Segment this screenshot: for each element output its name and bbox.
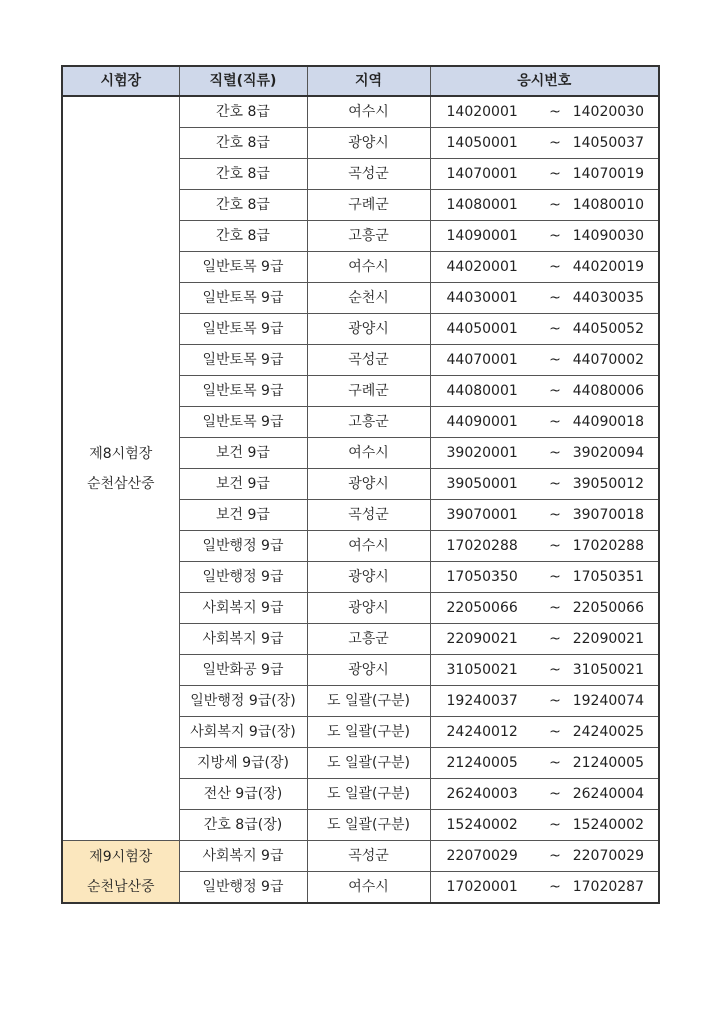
number-range	[431, 717, 659, 747]
number-range-cell	[430, 469, 659, 500]
exam-site-number: 제8시험장	[89, 445, 153, 462]
number-range-cell	[430, 128, 659, 159]
job-cell: 일반행정 9급(장)	[179, 686, 307, 717]
range-tilde: ~	[549, 507, 561, 523]
region-cell: 여수시	[307, 96, 430, 128]
number-range	[431, 841, 659, 871]
number-range-cell	[430, 655, 659, 686]
number-to: 44050052	[572, 321, 644, 337]
exam-site-cell	[62, 96, 179, 841]
range-tilde: ~	[549, 135, 561, 151]
range-tilde: ~	[549, 414, 561, 430]
job-cell: 일반행정 9급	[179, 531, 307, 562]
number-range-cell	[430, 96, 659, 128]
number-range	[431, 469, 659, 499]
region-cell: 여수시	[307, 252, 430, 283]
job-cell: 간호 8급	[179, 128, 307, 159]
number-from: 44050001	[446, 321, 518, 337]
exam-site-school: 순천남산중	[86, 878, 155, 895]
job-cell: 일반토목 9급	[179, 314, 307, 345]
job-cell: 일반행정 9급	[179, 872, 307, 904]
number-from: 22070029	[446, 848, 518, 864]
number-to: 44030035	[572, 290, 644, 306]
number-from: 14070001	[446, 166, 518, 182]
range-tilde: ~	[549, 569, 561, 585]
number-to: 14020030	[572, 104, 644, 120]
range-tilde: ~	[549, 600, 561, 616]
header-site: 시험장	[62, 66, 179, 96]
region-cell: 고흥군	[307, 407, 430, 438]
region-cell: 곡성군	[307, 500, 430, 531]
job-cell: 지방세 9급(장)	[179, 748, 307, 779]
job-cell: 간호 8급(장)	[179, 810, 307, 841]
number-to: 14080010	[572, 197, 644, 213]
number-from: 19240037	[446, 693, 518, 709]
number-range-cell	[430, 748, 659, 779]
number-to: 24240025	[572, 724, 644, 740]
number-range	[431, 97, 659, 127]
range-tilde: ~	[549, 662, 561, 678]
job-cell: 보건 9급	[179, 500, 307, 531]
number-range	[431, 283, 659, 313]
number-from: 44070001	[446, 352, 518, 368]
number-from: 22050066	[446, 600, 518, 616]
number-to: 44090018	[572, 414, 644, 430]
range-tilde: ~	[549, 786, 561, 802]
number-range-cell	[430, 500, 659, 531]
number-from: 44020001	[446, 259, 518, 275]
region-cell: 도 일괄(구분)	[307, 779, 430, 810]
number-to: 22050066	[572, 600, 644, 616]
number-range-cell	[430, 376, 659, 407]
job-cell: 전산 9급(장)	[179, 779, 307, 810]
number-from: 17020288	[446, 538, 518, 554]
number-from: 22090021	[446, 631, 518, 647]
number-from: 15240002	[446, 817, 518, 833]
number-range	[431, 221, 659, 251]
range-tilde: ~	[549, 817, 561, 833]
number-to: 14090030	[572, 228, 644, 244]
job-cell: 간호 8급	[179, 159, 307, 190]
number-range	[431, 593, 659, 623]
region-cell: 곡성군	[307, 841, 430, 872]
job-cell: 간호 8급	[179, 190, 307, 221]
number-to: 22070029	[572, 848, 644, 864]
number-to: 39070018	[572, 507, 644, 523]
range-tilde: ~	[549, 352, 561, 368]
number-to: 39020094	[572, 445, 644, 461]
number-range-cell	[430, 221, 659, 252]
number-to: 21240005	[572, 755, 644, 771]
range-tilde: ~	[549, 693, 561, 709]
range-tilde: ~	[549, 259, 561, 275]
number-range-cell	[430, 779, 659, 810]
number-range-cell	[430, 314, 659, 345]
range-tilde: ~	[549, 197, 561, 213]
number-range	[431, 190, 659, 220]
number-range-cell	[430, 252, 659, 283]
region-cell: 광양시	[307, 593, 430, 624]
number-range	[431, 159, 659, 189]
region-cell: 곡성군	[307, 345, 430, 376]
table-header-row	[62, 66, 659, 96]
number-from: 39050001	[446, 476, 518, 492]
range-tilde: ~	[549, 321, 561, 337]
number-to: 44020019	[572, 259, 644, 275]
table-row	[62, 96, 659, 128]
number-to: 44080006	[572, 383, 644, 399]
number-from: 24240012	[446, 724, 518, 740]
region-cell: 고흥군	[307, 221, 430, 252]
number-range-cell	[430, 686, 659, 717]
job-cell: 사회복지 9급	[179, 624, 307, 655]
number-range-cell	[430, 841, 659, 872]
number-to: 15240002	[572, 817, 644, 833]
number-range	[431, 376, 659, 406]
number-to: 17020288	[572, 538, 644, 554]
range-tilde: ~	[549, 290, 561, 306]
number-range	[431, 562, 659, 592]
range-tilde: ~	[549, 755, 561, 771]
region-cell: 곡성군	[307, 159, 430, 190]
number-range	[431, 872, 659, 902]
number-range-cell	[430, 810, 659, 841]
number-from: 39020001	[446, 445, 518, 461]
region-cell: 도 일괄(구분)	[307, 686, 430, 717]
region-cell: 순천시	[307, 283, 430, 314]
number-to: 31050021	[572, 662, 644, 678]
header-region: 지역	[307, 66, 430, 96]
number-range	[431, 438, 659, 468]
region-cell: 구례군	[307, 190, 430, 221]
region-cell: 광양시	[307, 655, 430, 686]
number-range-cell	[430, 593, 659, 624]
region-cell: 고흥군	[307, 624, 430, 655]
number-to: 39050012	[572, 476, 644, 492]
region-cell: 광양시	[307, 128, 430, 159]
header-job: 직렬(직류)	[179, 66, 307, 96]
job-cell: 보건 9급	[179, 438, 307, 469]
job-cell: 사회복지 9급	[179, 841, 307, 872]
region-cell: 도 일괄(구분)	[307, 810, 430, 841]
number-range	[431, 500, 659, 530]
number-from: 44090001	[446, 414, 518, 430]
range-tilde: ~	[549, 445, 561, 461]
job-cell: 일반토목 9급	[179, 283, 307, 314]
job-cell: 일반토목 9급	[179, 345, 307, 376]
range-tilde: ~	[549, 476, 561, 492]
region-cell: 도 일괄(구분)	[307, 748, 430, 779]
range-tilde: ~	[549, 538, 561, 554]
region-cell: 광양시	[307, 314, 430, 345]
number-range-cell	[430, 717, 659, 748]
number-to: 26240004	[572, 786, 644, 802]
number-from: 14020001	[446, 104, 518, 120]
number-range-cell	[430, 872, 659, 904]
job-cell: 일반화공 9급	[179, 655, 307, 686]
number-from: 17020001	[446, 879, 518, 895]
range-tilde: ~	[549, 104, 561, 120]
number-from: 44030001	[446, 290, 518, 306]
range-tilde: ~	[549, 724, 561, 740]
number-range	[431, 686, 659, 716]
number-to: 22090021	[572, 631, 644, 647]
table-body	[62, 96, 659, 903]
number-range	[431, 810, 659, 840]
number-range	[431, 314, 659, 344]
number-from: 17050350	[446, 569, 518, 585]
job-cell: 일반토목 9급	[179, 252, 307, 283]
exam-site-number: 제9시험장	[89, 848, 153, 865]
exam-site-school: 순천삼산중	[86, 475, 155, 492]
number-range	[431, 252, 659, 282]
job-cell: 일반토목 9급	[179, 376, 307, 407]
number-to: 17050351	[572, 569, 644, 585]
number-range-cell	[430, 562, 659, 593]
job-cell: 보건 9급	[179, 469, 307, 500]
number-range-cell	[430, 438, 659, 469]
number-range-cell	[430, 159, 659, 190]
number-from: 21240005	[446, 755, 518, 771]
number-to: 19240074	[572, 693, 644, 709]
region-cell: 구례군	[307, 376, 430, 407]
number-from: 14080001	[446, 197, 518, 213]
number-to: 44070002	[572, 352, 644, 368]
number-from: 14050001	[446, 135, 518, 151]
job-cell: 일반토목 9급	[179, 407, 307, 438]
number-range	[431, 531, 659, 561]
range-tilde: ~	[549, 228, 561, 244]
region-cell: 도 일괄(구분)	[307, 717, 430, 748]
table-row	[62, 841, 659, 872]
number-range	[431, 128, 659, 158]
number-range	[431, 407, 659, 437]
number-to: 14070019	[572, 166, 644, 182]
job-cell: 간호 8급	[179, 221, 307, 252]
exam-site-table	[61, 65, 660, 904]
range-tilde: ~	[549, 879, 561, 895]
number-range-cell	[430, 531, 659, 562]
range-tilde: ~	[549, 631, 561, 647]
number-range	[431, 748, 659, 778]
number-to: 14050037	[572, 135, 644, 151]
job-cell: 사회복지 9급	[179, 593, 307, 624]
number-from: 44080001	[446, 383, 518, 399]
range-tilde: ~	[549, 166, 561, 182]
number-from: 14090001	[446, 228, 518, 244]
number-range	[431, 779, 659, 809]
number-range-cell	[430, 345, 659, 376]
number-range-cell	[430, 407, 659, 438]
number-from: 26240003	[446, 786, 518, 802]
number-from: 31050021	[446, 662, 518, 678]
exam-site-cell	[62, 841, 179, 904]
job-cell: 일반행정 9급	[179, 562, 307, 593]
job-cell: 사회복지 9급(장)	[179, 717, 307, 748]
region-cell: 광양시	[307, 469, 430, 500]
number-range-cell	[430, 190, 659, 221]
region-cell: 여수시	[307, 531, 430, 562]
number-range	[431, 655, 659, 685]
number-range-cell	[430, 283, 659, 314]
range-tilde: ~	[549, 848, 561, 864]
range-tilde: ~	[549, 383, 561, 399]
number-range-cell	[430, 624, 659, 655]
number-from: 39070001	[446, 507, 518, 523]
number-range	[431, 624, 659, 654]
job-cell: 간호 8급	[179, 96, 307, 128]
number-range	[431, 345, 659, 375]
region-cell: 여수시	[307, 438, 430, 469]
region-cell: 여수시	[307, 872, 430, 904]
header-number: 응시번호	[430, 66, 659, 96]
number-to: 17020287	[572, 879, 644, 895]
region-cell: 광양시	[307, 562, 430, 593]
